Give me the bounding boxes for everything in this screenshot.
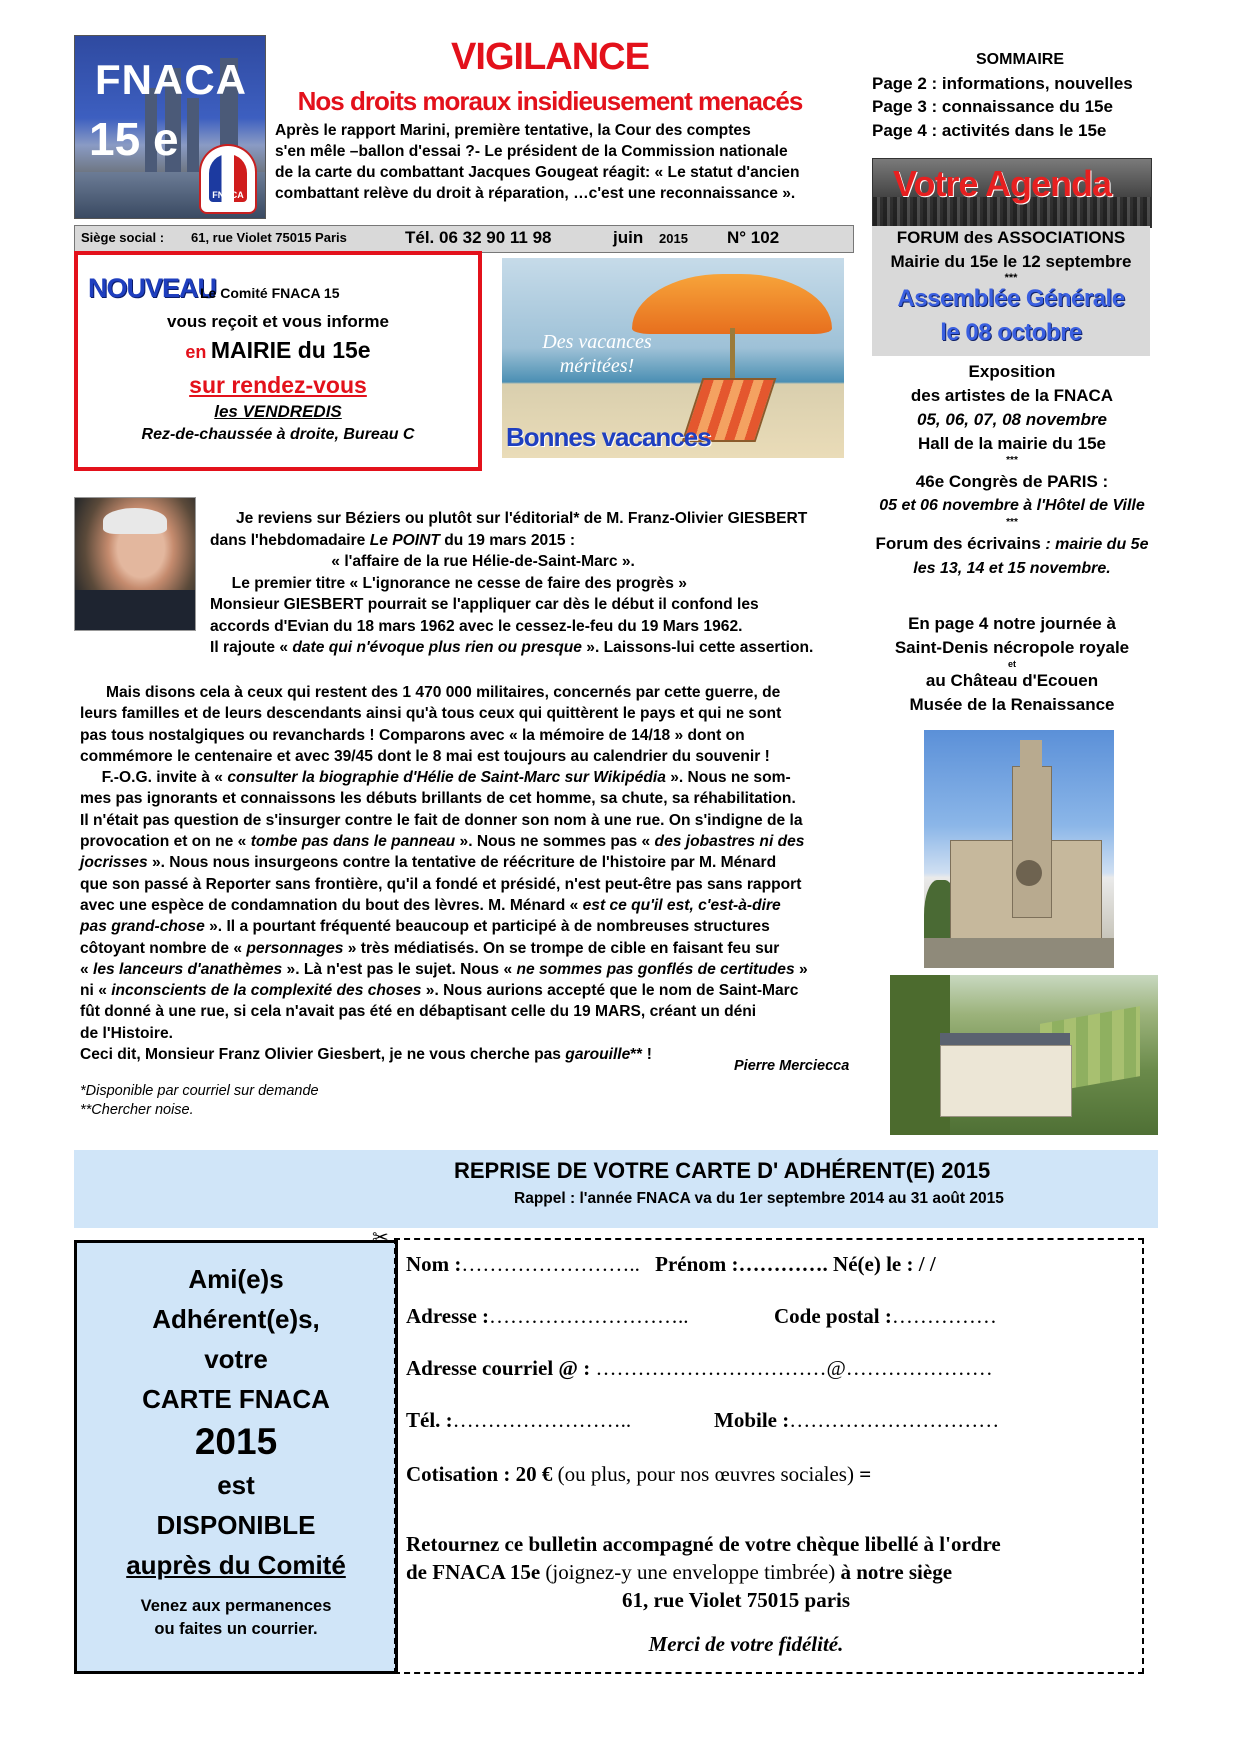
prenom-field[interactable]: …………. Né(e) le : / / — [738, 1252, 936, 1276]
prenom-label: Prénom : — [655, 1252, 739, 1276]
portrait-coat — [75, 590, 195, 630]
sommaire-item: Page 2 : informations, nouvelles — [872, 73, 1133, 93]
umbrella-icon — [632, 274, 832, 334]
article-signature: Pierre Merciecca — [734, 1058, 850, 1074]
sommaire — [872, 48, 1212, 142]
membership-form — [394, 1238, 1144, 1674]
article-line — [80, 938, 880, 959]
article-text: « — [80, 960, 94, 978]
carte-line: est — [217, 1470, 255, 1500]
article-text: ». Là n'est pas le sujet. Nous « — [282, 960, 517, 978]
article-line: de l'Histoire. — [80, 1024, 173, 1042]
separator-stars: *** — [1006, 455, 1018, 466]
instructions-address: 61, rue Violet 75015 paris — [621, 1588, 851, 1612]
article-quote: les lanceurs d'anathèmes — [93, 960, 283, 978]
separator-stars: *** — [1004, 272, 1018, 284]
carte-note: ou faites un courrier. — [154, 1620, 318, 1638]
intro-paragraph — [275, 120, 875, 204]
article-line: mes pas ignorants et connaissons les débuts brillants de cet homme, sa chute, sa réhabilitation. — [80, 790, 796, 808]
courriel-field[interactable]: ……………………………@………………… — [590, 1356, 993, 1380]
vacances-script — [522, 330, 672, 378]
article-text: dans l'hebdomadaire — [210, 531, 370, 549]
article-text: Il rajoute « — [210, 639, 293, 656]
carte-box — [74, 1240, 398, 1674]
article-text: avec une espèce de condamnation du bout des lèvres. M. Ménard « — [80, 896, 583, 914]
article-line — [80, 895, 880, 916]
intro-line: de la carte du combattant Jacques Gougeat réagit: « Le statut d'ancien — [275, 164, 800, 181]
article-line — [210, 637, 874, 659]
instructions-note: (joignez-y une enveloppe timbrée) — [545, 1560, 836, 1584]
article-quote: des jobastres ni des — [654, 833, 805, 851]
forum-ecrivains-dates: les 13, 14 et 15 novembre. — [913, 560, 1111, 577]
reprise-banner — [74, 1150, 1158, 1228]
article-line: Il n'était pas question de s'insurger contre le fait de donner son nom à une rue. On s'indigne de la — [80, 811, 803, 829]
page4-teaser — [862, 612, 1162, 717]
article-quote: est ce qu'il est, c'est-à-dire — [582, 896, 781, 914]
siege-address: 61, rue Violet 75015 Paris — [191, 230, 347, 245]
footnote: **Chercher noise. — [80, 1102, 194, 1118]
carte-line: Adhérent(e)s, — [152, 1304, 320, 1334]
form-row-adresse[interactable] — [406, 1304, 689, 1329]
fnaca-logo — [74, 35, 266, 219]
nouveau-lines — [78, 310, 478, 446]
article-text: ». Nous ne sommes pas « — [455, 833, 655, 851]
article-quote: pas grand-chose — [80, 918, 205, 936]
agenda-title: Votre Agenda — [893, 163, 1112, 204]
nouveau-line: Le Comité FNACA 15 — [200, 285, 340, 301]
article-line: pas tous nostalgiques ou revanchards ! Comparons avec « la mémoire de 14/18 » dont on — [80, 726, 745, 744]
form-instructions — [406, 1530, 1126, 1614]
article-text: ». Nous ne som- — [665, 769, 791, 787]
article-line — [80, 916, 880, 937]
issue-year: 2015 — [659, 231, 688, 246]
ag-date: le 08 octobre — [940, 319, 1082, 346]
page4-line: En page 4 notre journée à — [908, 614, 1116, 633]
siege-phone: Tél. 06 32 90 11 98 — [405, 228, 552, 247]
fnaca-emblem-icon — [199, 144, 257, 214]
article-line: accords d'Evian du 18 mars 1962 avec le cessez-le-feu du 19 Mars 1962. — [210, 617, 743, 635]
article-line: fût donné à une rue, si cela n'avait pas été en débaptisant celle du 19 MARS, créant un déni — [80, 1003, 757, 1021]
expo-line: Exposition — [968, 362, 1056, 381]
logo-building — [187, 98, 199, 178]
form-row-cp[interactable] — [774, 1304, 997, 1329]
page4-line: au Château d'Ecouen — [925, 671, 1099, 690]
article-text: » — [794, 960, 808, 978]
le-point: Le POINT — [369, 531, 440, 549]
page4-line: Musée de la Renaissance — [909, 695, 1115, 714]
mobile-label: Mobile : — [714, 1408, 790, 1432]
article-line — [80, 980, 880, 1001]
cp-field[interactable]: …………… — [891, 1304, 997, 1328]
expo-dates: 05, 06, 07, 08 novembre — [917, 410, 1107, 429]
forum-line: Mairie du 15e le 12 septembre — [890, 252, 1132, 271]
form-row-cotisation — [406, 1462, 871, 1487]
forum-line: FORUM des ASSOCIATIONS — [896, 228, 1126, 247]
article-line: Je reviens sur Béziers ou plutôt sur l'éditorial* de M. Franz-Olivier GIESBERT — [210, 510, 808, 527]
instructions-text: de FNACA 15e — [406, 1560, 546, 1584]
nom-field[interactable]: …………………….. — [461, 1252, 640, 1276]
forum-ecrivains — [862, 532, 1162, 557]
vacances-script-line: méritées! — [559, 355, 635, 377]
separator-stars: *** — [1006, 517, 1018, 528]
nouveau-rdv: sur rendez-vous — [189, 372, 367, 398]
article-quote: personnages — [246, 939, 344, 957]
vacances-caption: Bonnes vacances — [506, 422, 711, 452]
castle-building — [940, 1045, 1072, 1117]
forum-ecrivains-place: : mairie du 5e — [1040, 536, 1149, 553]
article-line — [80, 852, 880, 873]
article-quote: ne sommes pas gonflés de certitudes — [516, 960, 795, 978]
siege-bar — [74, 225, 854, 253]
cotisation-label: Cotisation : 20 € — [406, 1462, 558, 1486]
article-line: Monsieur GIESBERT pourrait se l'appliquer car dès le début il confond les — [210, 596, 759, 613]
article-text: ». Il a pourtant fréquenté beaucoup et participé à de nombreuses structures — [204, 918, 770, 936]
form-row-tel[interactable] — [406, 1408, 631, 1433]
form-row-nom[interactable] — [406, 1252, 936, 1277]
carte-line: Ami(e)s — [188, 1264, 284, 1294]
article-line — [80, 767, 880, 788]
intro-line: s'en mêle –ballon d'essai ?- Le président de la Commission nationale — [275, 143, 788, 160]
basilica-tower — [1012, 766, 1052, 918]
article-line: Mais disons cela à ceux qui restent des 1 470 000 militaires, concernés par cette guerre, de — [80, 684, 781, 701]
article-text: ». Nous nous insurgeons contre la tentative de réécriture de l'histoire par M. Ménard — [147, 854, 777, 872]
siege-label: Siège social : — [81, 230, 165, 245]
nouveau-tag: NOUVEAU — [88, 273, 217, 303]
article-line: « l'affaire de la rue Hélie-de-Saint-Marc ». — [210, 553, 635, 570]
article-line: leurs familles et de leurs descendants ainsi qu'à tous ceux qui quittèrent le pays et qui ne sont — [80, 705, 782, 723]
adresse-label: Adresse : — [406, 1304, 490, 1328]
sommaire-title: SOMMAIRE — [976, 51, 1064, 68]
cp-label: Code postal : — [774, 1304, 892, 1328]
tel-label: Tél. : — [406, 1408, 453, 1432]
page4-et: et — [1007, 659, 1016, 669]
cotisation-note: (ou plus, pour nos œuvres sociales) — [557, 1462, 854, 1486]
article-text: ni « — [80, 982, 112, 1000]
article-text: provocation et on ne « — [80, 833, 251, 851]
tel-field[interactable]: …………………….. — [452, 1408, 632, 1432]
article-text: » très médiatisés. On se trompe de cible en faisant feu sur — [343, 939, 780, 957]
headline: VIGILANCE — [451, 36, 649, 78]
nouveau-vendredis: les VENDREDIS — [214, 402, 342, 421]
basilica-spire — [1020, 740, 1042, 770]
congres-title: 46e Congrès de PARIS : — [915, 472, 1109, 491]
form-row-mobile[interactable] — [714, 1408, 999, 1433]
page4-line: Saint-Denis nécropole royale — [894, 638, 1130, 657]
photo-ground — [924, 938, 1114, 968]
sommaire-item: Page 3 : connaissance du 15e — [872, 97, 1113, 116]
article-text: côtoyant nombre de « — [80, 939, 247, 957]
vacances-script-line: Des vacances — [542, 331, 652, 353]
scissors-icon: ✂ — [372, 1227, 389, 1249]
article-line: commémore le centenaire et avec 39/45 dont le 8 mai est toujours au calendrier du souvenir ! — [80, 747, 770, 765]
article-lead — [210, 508, 874, 659]
article-body — [80, 682, 880, 1065]
form-thanks: Merci de votre fidélité. — [648, 1632, 844, 1656]
subheadline: Nos droits moraux insidieusement menacés — [297, 86, 803, 116]
article-text: ». Nous aurions accepté que le nom de Saint-Marc — [421, 982, 799, 1000]
article-text: F.-O.G. invite à « — [80, 769, 228, 787]
carte-line: votre — [204, 1344, 268, 1374]
carte-year: 2015 — [194, 1421, 278, 1462]
article-text: Ceci dit, Monsieur Franz Olivier Giesbert, je ne vous cherche pas — [80, 1046, 566, 1064]
reprise-title: REPRISE DE VOTRE CARTE D' ADHÉRENT(E) 2015 — [454, 1158, 991, 1183]
logo-title: FNACA — [95, 56, 247, 103]
nouveau-mairie — [78, 334, 478, 370]
nouveau-box — [74, 251, 482, 471]
agenda-banner — [872, 158, 1152, 228]
carte-line: CARTE FNACA — [142, 1384, 330, 1414]
issue-month: juin — [613, 228, 644, 247]
nouveau-line: vous reçoit et vous informe — [167, 312, 389, 331]
adresse-field[interactable]: ……………………….. — [489, 1304, 689, 1328]
article-quote: inconscients de la complexité des choses — [111, 982, 422, 1000]
issue-number: N° 102 — [727, 228, 780, 247]
article-quote: tombe pas dans le panneau — [250, 833, 456, 851]
logo-subtitle: 15 e — [89, 113, 179, 165]
emblem-text: FNACA — [212, 190, 244, 200]
nouveau-bureau: Rez-de-chaussée à droite, Bureau C — [141, 426, 415, 443]
article-quote: garouille — [565, 1046, 631, 1064]
reprise-rappel: Rappel : l'année FNACA va du 1er septembre 2014 au 31 août 2015 — [514, 1190, 1004, 1207]
article-line — [210, 530, 874, 552]
article-line — [80, 959, 880, 980]
mobile-field[interactable]: ………………………… — [789, 1408, 1000, 1432]
events-list — [862, 360, 1162, 581]
portrait-hair — [103, 508, 167, 534]
agenda-box — [872, 226, 1150, 356]
courriel-label: Adresse courriel @ : — [406, 1356, 591, 1380]
nouveau-en: en — [185, 342, 207, 362]
article-line: que son passé à Reporter sans frontière, qu'il a fondé et présidé, n'est peut-être pas sans rapport — [80, 875, 802, 893]
expo-line: Hall de la mairie du 15e — [917, 434, 1107, 453]
carte-note: Venez aux permanences — [140, 1597, 332, 1615]
article-line: Le premier titre « L'ignorance ne cesse de faire des progrès » — [210, 574, 687, 592]
saint-denis-photo — [924, 730, 1114, 968]
instructions-text: à notre siège — [835, 1560, 953, 1584]
article-line — [80, 831, 880, 852]
article-text: du 19 mars 2015 : — [439, 531, 576, 549]
nouveau-mairie-text: MAIRIE du 15e — [210, 337, 371, 363]
author-portrait — [74, 497, 196, 631]
ecouen-photo — [890, 975, 1158, 1135]
instructions-line — [406, 1558, 1126, 1586]
sommaire-item: Page 4 : activités dans le 15e — [872, 120, 1107, 140]
article-quote: consulter la biographie d'Hélie de Saint-Marc sur Wikipédia — [227, 769, 666, 787]
article-quote: jocrisses — [80, 854, 148, 872]
article-text: ** ! — [630, 1046, 652, 1064]
congres-dates: 05 et 06 novembre à l'Hôtel de Ville — [879, 497, 1145, 514]
instructions-line: Retournez ce bulletin accompagné de votre chèque libellé à l'ordre — [406, 1532, 1001, 1556]
carte-line: auprès du Comité — [126, 1550, 346, 1580]
expo-line: des artistes de la FNACA — [910, 386, 1114, 405]
footnotes — [80, 1082, 319, 1120]
form-row-courriel[interactable] — [406, 1356, 993, 1381]
basilica-rose-window — [1016, 860, 1042, 886]
ag-title: Assemblée Générale — [897, 285, 1125, 312]
intro-line: Après le rapport Marini, première tentative, la Cour des comptes — [275, 122, 751, 139]
carte-line: DISPONIBLE — [156, 1510, 316, 1540]
forum-ecrivains-title: Forum des écrivains — [875, 534, 1041, 553]
vacances-image — [502, 258, 844, 458]
nom-label: Nom : — [406, 1252, 462, 1276]
footnote: *Disponible par courriel sur demande — [80, 1083, 319, 1099]
article-quote: date qui n'évoque plus rien ou presque — [292, 639, 582, 656]
intro-line: combattant relève du droit à réparation, …c'est une reconnaissance ». — [275, 185, 796, 202]
cotisation-equals: = — [853, 1462, 872, 1486]
article-text: ». Laissons-lui cette assertion. — [581, 639, 814, 656]
